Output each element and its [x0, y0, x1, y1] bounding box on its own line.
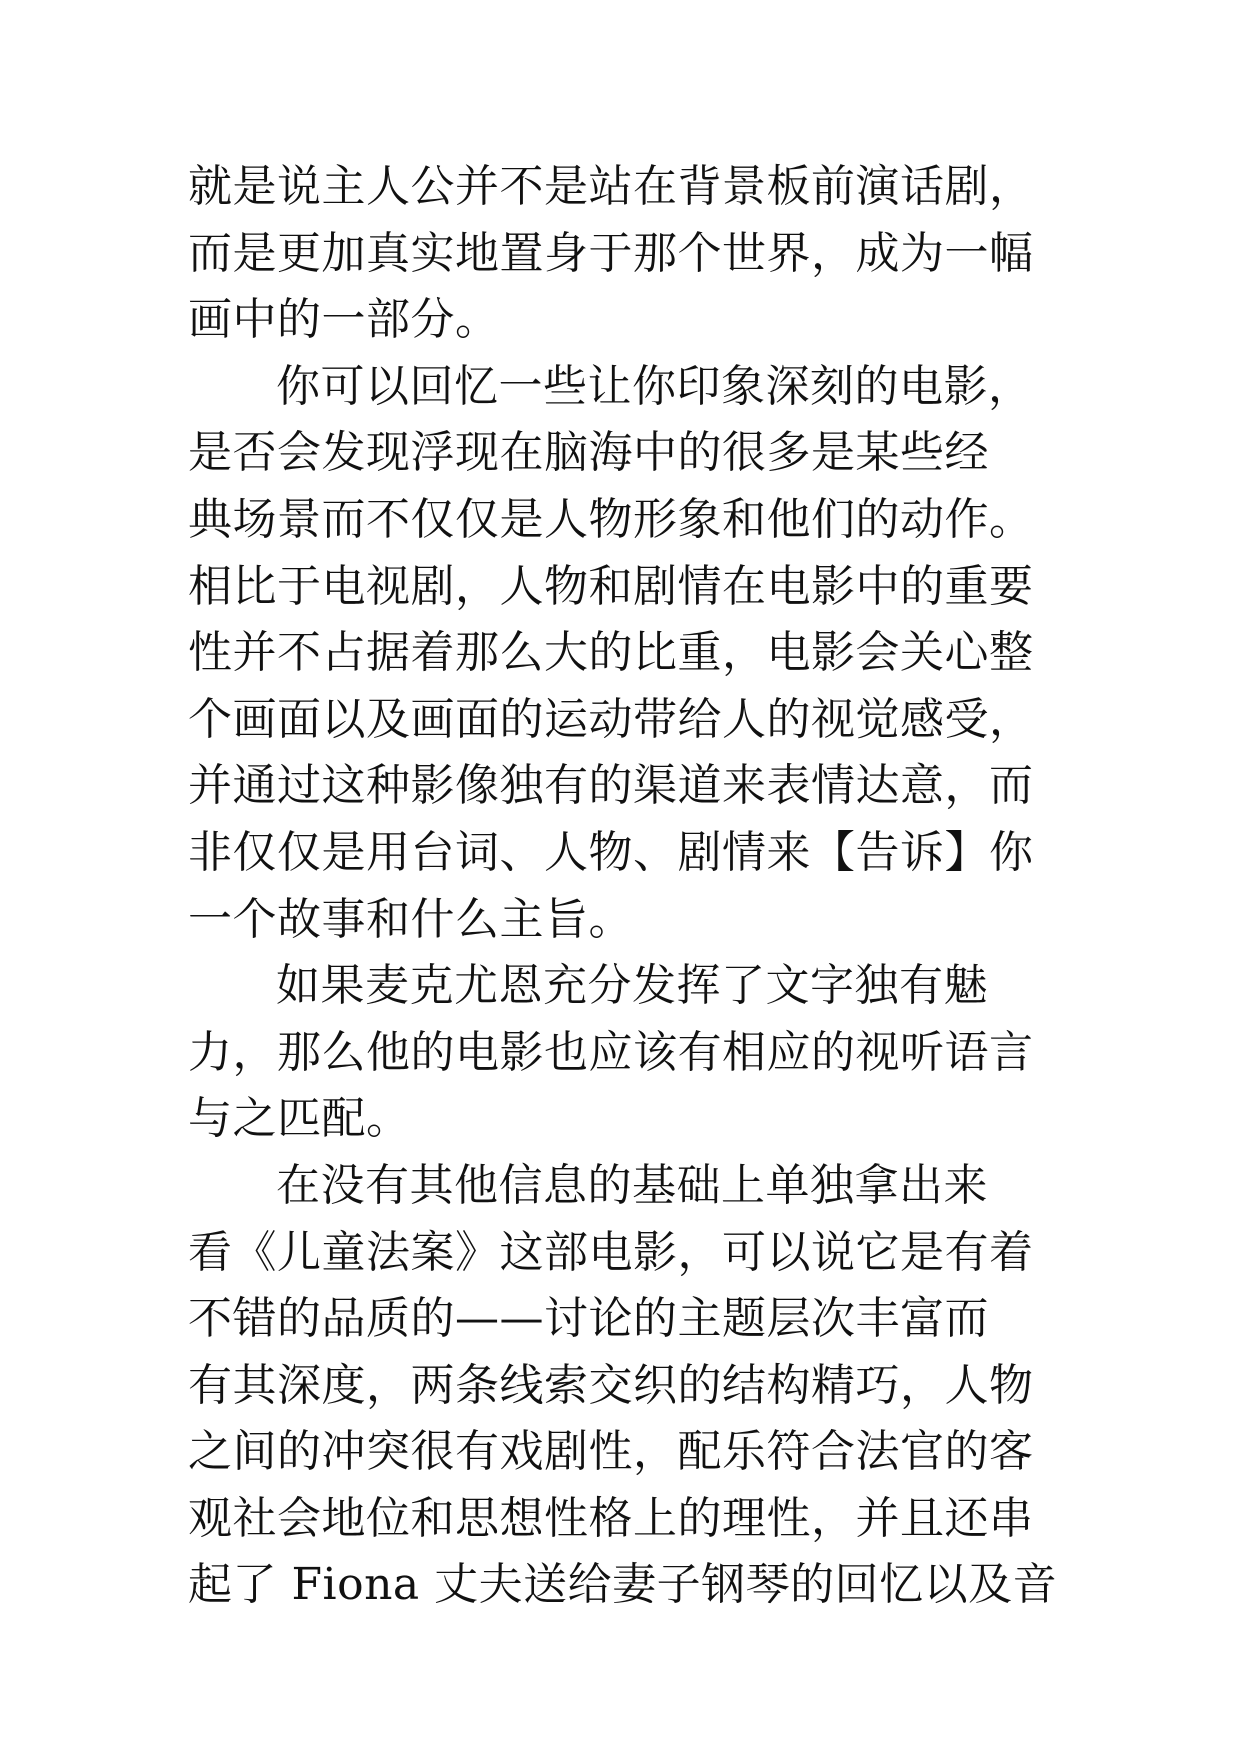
text-line: 在没有其他信息的基础上单独拿出来: [276, 1159, 988, 1211]
text-line: 典场景而不仅仅是人物形象和他们的动作。: [188, 493, 1034, 545]
text-line: 看《儿童法案》这部电影，可以说它是有着: [188, 1226, 1034, 1278]
text-line: 起了 Fiona 丈夫送给妻子钢琴的回忆以及音: [188, 1559, 1058, 1611]
text-line: 观社会地位和思想性格上的理性，并且还串: [188, 1492, 1034, 1544]
text-line: 与之匹配。: [188, 1093, 411, 1145]
text-line: 你可以回忆一些让你印象深刻的电影，: [276, 360, 1033, 412]
text-line: 并通过这种影像独有的渠道来表情达意，而: [188, 760, 1034, 812]
text-line: 力，那么他的电影也应该有相应的视听语言: [188, 1026, 1034, 1078]
text-line: 是否会发现浮现在脑海中的很多是某些经: [188, 427, 989, 479]
body-text: [188, 154, 1068, 1619]
text-line: 就是说主人公并不是站在背景板前演话剧，: [188, 161, 1034, 212]
text-line: 不错的品质的——讨论的主题层次丰富而: [188, 1293, 989, 1345]
text-line: 个画面以及画面的运动带给人的视觉感受，: [188, 693, 1034, 745]
text-line: 而是更加真实地置身于那个世界，成为一幅: [188, 227, 1034, 279]
text-line: 非仅仅是用台词、人物、剧情来【告诉】你: [188, 826, 1034, 878]
text-line: 画中的一部分。: [188, 294, 500, 346]
text-line: 性并不占据着那么大的比重，电影会关心整: [188, 627, 1034, 679]
text-line: 有其深度，两条线索交织的结构精巧，人物: [188, 1359, 1034, 1411]
text-line: 一个故事和什么主旨。: [188, 893, 633, 945]
text-line: 如果麦克尤恩充分发挥了文字独有魅: [276, 960, 988, 1012]
text-line: 之间的冲突很有戏剧性，配乐符合法官的客: [188, 1426, 1034, 1478]
text-line: 相比于电视剧，人物和剧情在电影中的重要: [188, 560, 1034, 612]
